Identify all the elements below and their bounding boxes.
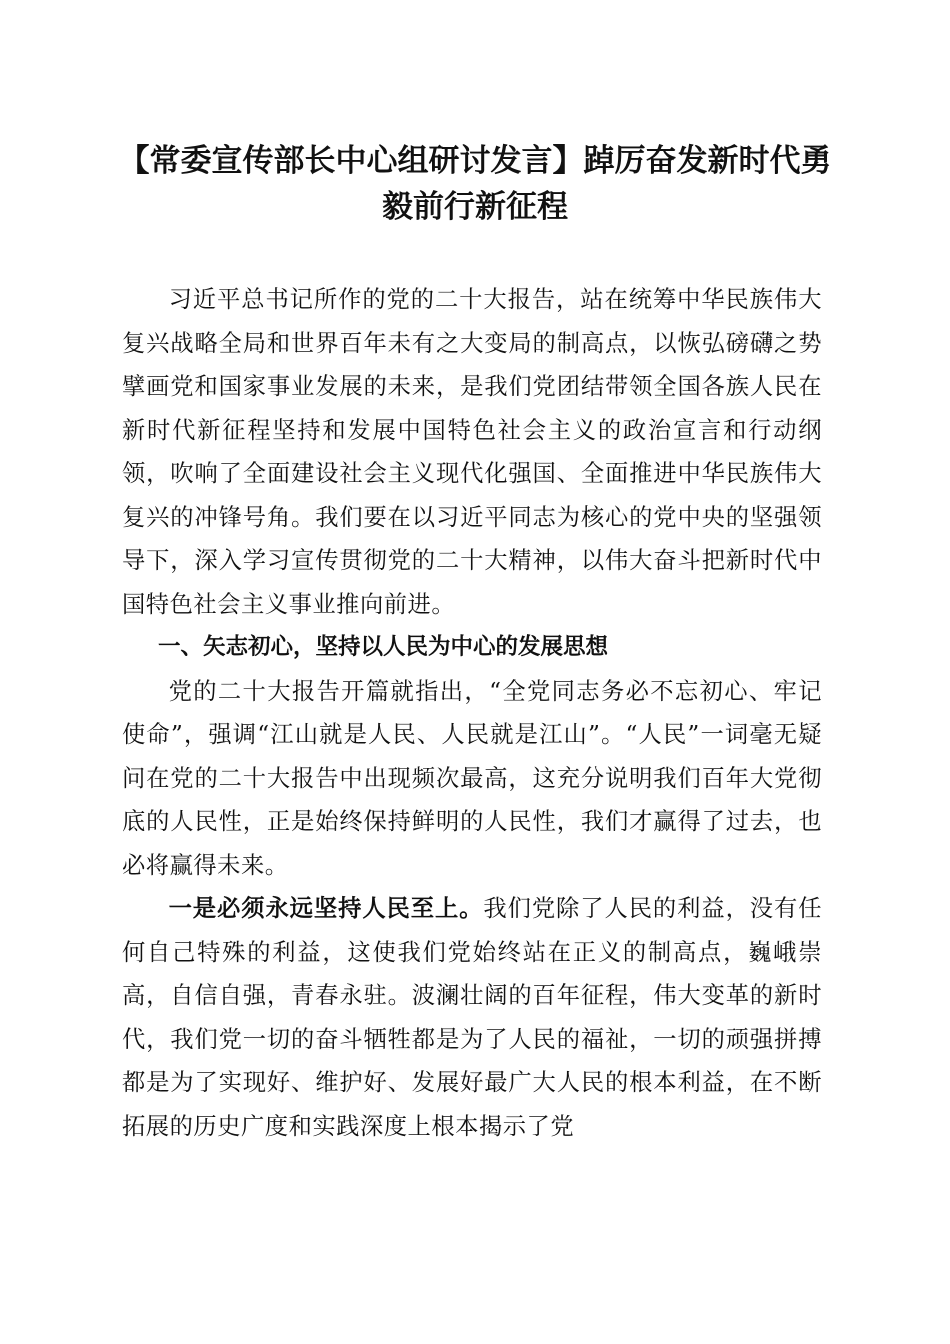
point-1-lead: 一是必须永远坚持人民至上。	[168, 895, 484, 922]
point-1-paragraph	[122, 887, 822, 1148]
document-body	[122, 278, 822, 1148]
point-1-text: 我们党除了人民的利益，没有任何自己特殊的利益，这使我们党始终站在正义的制高点，巍峨崇高，自信自强，青春永驻。波澜壮阔的百年征程，伟大变革的新时代，我们党一切的奋斗牺牲都是为了人民的福祉，一切的顽强拼搏都是为了实现好、维护好、发展好最广大人民的根本利益，在不断拓展的历史广度和实践深度上根本揭示了党	[122, 895, 823, 1140]
section-heading-1: 一、矢志初心，坚持以人民为中心的发展思想	[158, 634, 609, 660]
section-1-paragraph: 党的二十大报告开篇就指出，“全党同志务必不忘初心、牢记使命”，强调“江山就是人民、人民就是江山”。“人民”一词毫无疑问在党的二十大报告中出现频次最高，这充分说明我们百年大党彻底的人民性，正是始终保持鲜明的人民性，我们才赢得了过去，也必将赢得未来。	[122, 677, 822, 879]
intro-paragraph: 习近平总书记所作的党的二十大报告，站在统筹中华民族伟大复兴战略全局和世界百年未有之大变局的制高点，以恢弘磅礴之势擘画党和国家事业发展的未来，是我们党团结带领全国各族人民在新时代新征程坚持和发展中国特色社会主义的政治宣言和行动纲领，吹响了全面建设社会主义现代化强国、全面推进中华民族伟大复兴的冲锋号角。我们要在以习近平同志为核心的党中央的坚强领导下，深入学习宣传贯彻党的二十大精神，以伟大奋斗把新时代中国特色社会主义事业推向前进。	[122, 286, 822, 618]
document-title: 【常委宣传部长中心组研讨发言】踔厉奋发新时代勇毅前行新征程	[118, 143, 832, 225]
